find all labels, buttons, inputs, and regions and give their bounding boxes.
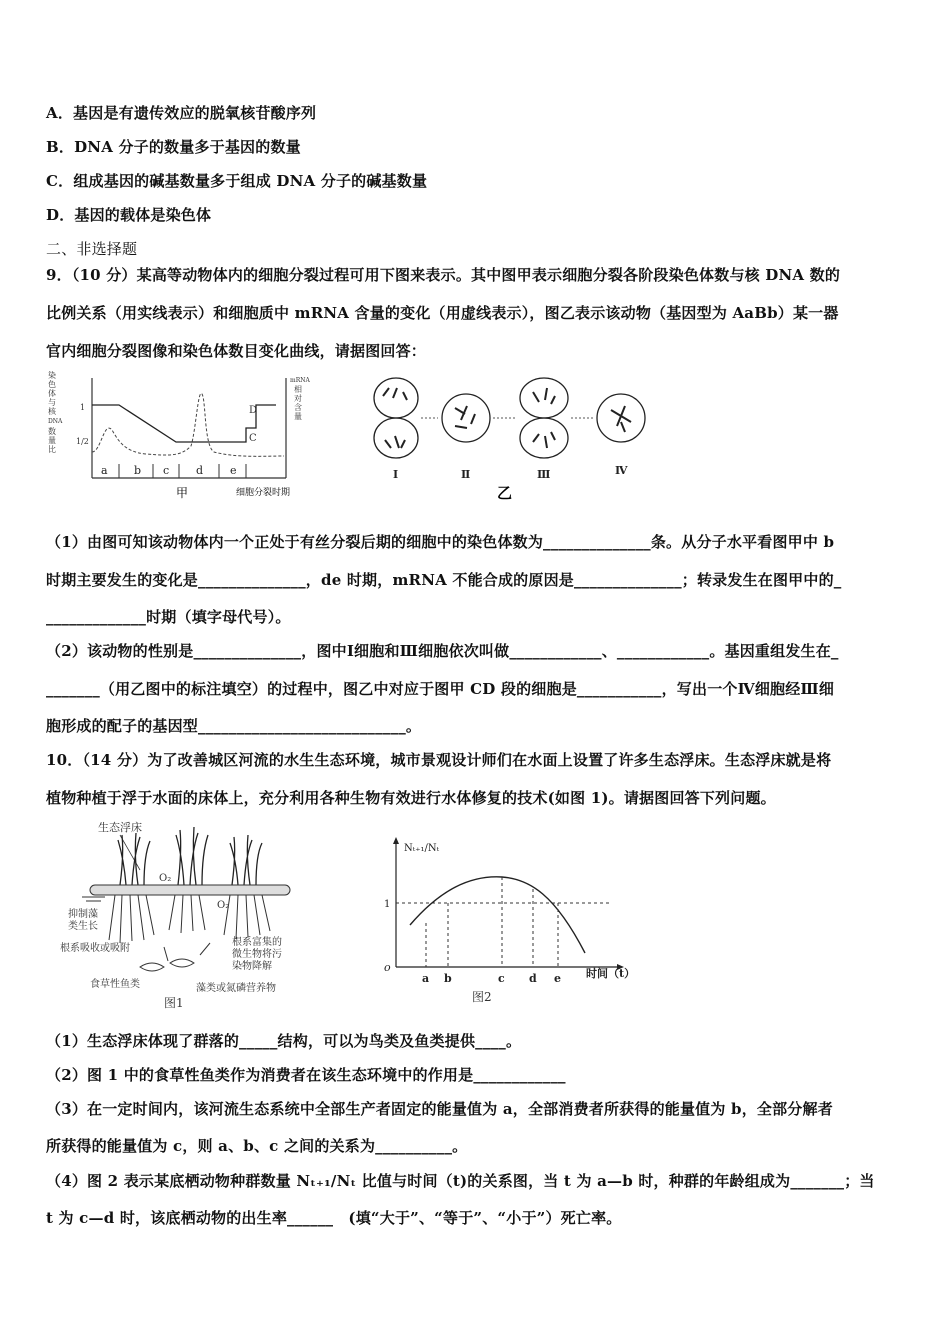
svg-text:d: d: [529, 972, 537, 985]
svg-text:比: 比: [48, 445, 56, 454]
svg-text:O₂: O₂: [159, 873, 172, 884]
q10-part2: （2）图 1 中的食草性鱼类作为消费者在该生态环境中的作用是____________: [46, 1066, 566, 1084]
q9-part1-line1: （1）由图可知该动物体内一个正处于有丝分裂后期的细胞中的染色体数为______________条。从分子水平看图甲中 b: [46, 533, 835, 551]
svg-text:图1: 图1: [164, 996, 184, 1010]
svg-text:O₂: O₂: [217, 900, 230, 911]
svg-text:mRNA: mRNA: [290, 377, 310, 384]
svg-text:b: b: [134, 464, 142, 477]
svg-text:类生长: 类生长: [68, 921, 98, 932]
section-heading: 二、非选择题: [46, 240, 138, 258]
svg-text:D: D: [249, 405, 258, 416]
q9-part1-line2: 时期主要发生的变化是______________，de 时期，mRNA 不能合成的原因是______________；转录发生在图甲中的_: [46, 571, 842, 589]
option-d: D．基因的载体是染色体: [46, 206, 212, 224]
svg-text:Ⅱ: Ⅱ: [461, 468, 471, 481]
svg-text:生态浮床: 生态浮床: [98, 821, 142, 834]
svg-text:量: 量: [294, 412, 302, 421]
q9-part2-line2: _______（用乙图中的标注填空）的过程中，图乙中对应于图甲 CD 段的细胞是___________，写出一个Ⅳ细胞经Ⅲ细: [46, 680, 835, 698]
svg-text:量: 量: [48, 436, 56, 445]
svg-text:图2: 图2: [472, 990, 492, 1004]
svg-text:DNA: DNA: [48, 418, 63, 425]
q10-stem-line1: 10．（14 分）为了改善城区河流的水生生态环境，城市景观设计师们在水面上设置了许多生态浮床。生态浮床就是将: [46, 751, 832, 769]
q10-part1: （1）生态浮床体现了群落的_____结构，可以为鸟类及鱼类提供____。: [46, 1032, 522, 1050]
svg-text:核: 核: [48, 407, 56, 416]
q9-part1-line3: _____________时期（填字母代号）。: [46, 608, 291, 626]
q9-stem-line3: 官内细胞分裂图像和染色体数目变化曲线，请据图回答：: [46, 342, 427, 360]
svg-text:b: b: [444, 972, 452, 985]
svg-text:色: 色: [48, 380, 56, 389]
svg-text:Ⅰ: Ⅰ: [393, 468, 399, 481]
q10-part4-line2: t 为 c—d 时，该底栖动物的出生率______ (填“大于”、“等于”、“小于”）死亡率。: [46, 1209, 622, 1227]
option-b: B．DNA 分子的数量多于基因的数量: [46, 138, 301, 156]
svg-text:时间（t）: 时间（t）: [586, 967, 636, 980]
option-a: A．基因是有遗传效应的脱氧核苷酸序列: [46, 104, 317, 122]
svg-text:Ⅲ: Ⅲ: [537, 468, 551, 481]
svg-text:含: 含: [294, 403, 302, 412]
svg-text:a: a: [422, 972, 430, 985]
svg-text:1/2: 1/2: [76, 437, 89, 446]
svg-text:Ⅳ: Ⅳ: [615, 464, 628, 477]
figure-yi: [355, 370, 665, 505]
svg-text:乙: 乙: [497, 484, 513, 502]
q9-part2-line3: 胞形成的配子的基因型___________________________。: [46, 717, 422, 735]
svg-text:藻类或氮磷营养物: 藻类或氮磷营养物: [196, 983, 276, 994]
svg-text:抑制藻: 抑制藻: [68, 909, 98, 920]
q10-part3-line1: （3）在一定时间内，该河流生态系统中全部生产者固定的能量值为 a，全部消费者所获得的能量值为 b，全部分解者: [46, 1100, 833, 1118]
q9-stem-line1: 9．（10 分）某高等动物体内的细胞分裂过程可用下图来表示。其中图甲表示细胞分裂各阶段染色体数与核 DNA 数的: [46, 266, 841, 284]
svg-text:o: o: [384, 961, 391, 974]
q10-part3-line2: 所获得的能量值为 c，则 a、b、c 之间的关系为__________。: [46, 1137, 468, 1155]
svg-text:e: e: [554, 972, 561, 985]
svg-text:体: 体: [48, 389, 56, 398]
svg-text:微生物将污: 微生物将污: [232, 949, 282, 960]
svg-text:染: 染: [48, 371, 56, 380]
svg-text:C: C: [249, 433, 257, 444]
figure-1-floating-bed: [60, 815, 315, 1015]
svg-text:对: 对: [294, 394, 302, 403]
q10-part4-line1: （4）图 2 表示某底栖动物种群数量 Nₜ₊₁/Nₜ 比值与时间（t)的关系图，当 t 为 a—b 时，种群的年龄组成为_______；当: [46, 1172, 875, 1190]
svg-text:d: d: [196, 464, 204, 477]
svg-text:甲: 甲: [176, 486, 189, 500]
svg-text:a: a: [101, 464, 108, 477]
svg-text:根系富集的: 根系富集的: [232, 937, 282, 948]
svg-text:数: 数: [48, 427, 56, 436]
svg-text:c: c: [163, 464, 170, 477]
svg-text:细胞分裂时期: 细胞分裂时期: [236, 488, 291, 498]
q9-stem-line2: 比例关系（用实线表示）和细胞质中 mRNA 含量的变化（用虚线表示），图乙表示该动物（基因型为 AaBb）某一器: [46, 304, 839, 322]
figure-jia: [46, 370, 316, 505]
svg-text:相: 相: [294, 385, 302, 394]
svg-text:与: 与: [48, 398, 56, 407]
figure-2-ratio-curve: [380, 835, 655, 1010]
svg-text:Nₜ₊₁/Nₜ: Nₜ₊₁/Nₜ: [404, 843, 440, 854]
svg-text:e: e: [230, 464, 237, 477]
q9-part2-line1: （2）该动物的性别是______________，图中Ⅰ细胞和Ⅲ细胞依次叫做____________、____________。基因重组发生在_: [46, 642, 839, 660]
svg-text:染物降解: 染物降解: [232, 961, 272, 972]
svg-text:食草性鱼类: 食草性鱼类: [90, 979, 140, 990]
option-c: C．组成基因的碱基数量多于组成 DNA 分子的碱基数量: [46, 172, 428, 190]
svg-text:1: 1: [384, 899, 391, 910]
svg-text:根系吸收或吸附: 根系吸收或吸附: [60, 943, 130, 954]
svg-text:1: 1: [80, 403, 86, 412]
q10-stem-line2: 植物种植于浮于水面的床体上，充分利用各种生物有效进行水体修复的技术(如图 1)。请据图回答下列问题。: [46, 789, 776, 807]
svg-text:c: c: [498, 972, 505, 985]
